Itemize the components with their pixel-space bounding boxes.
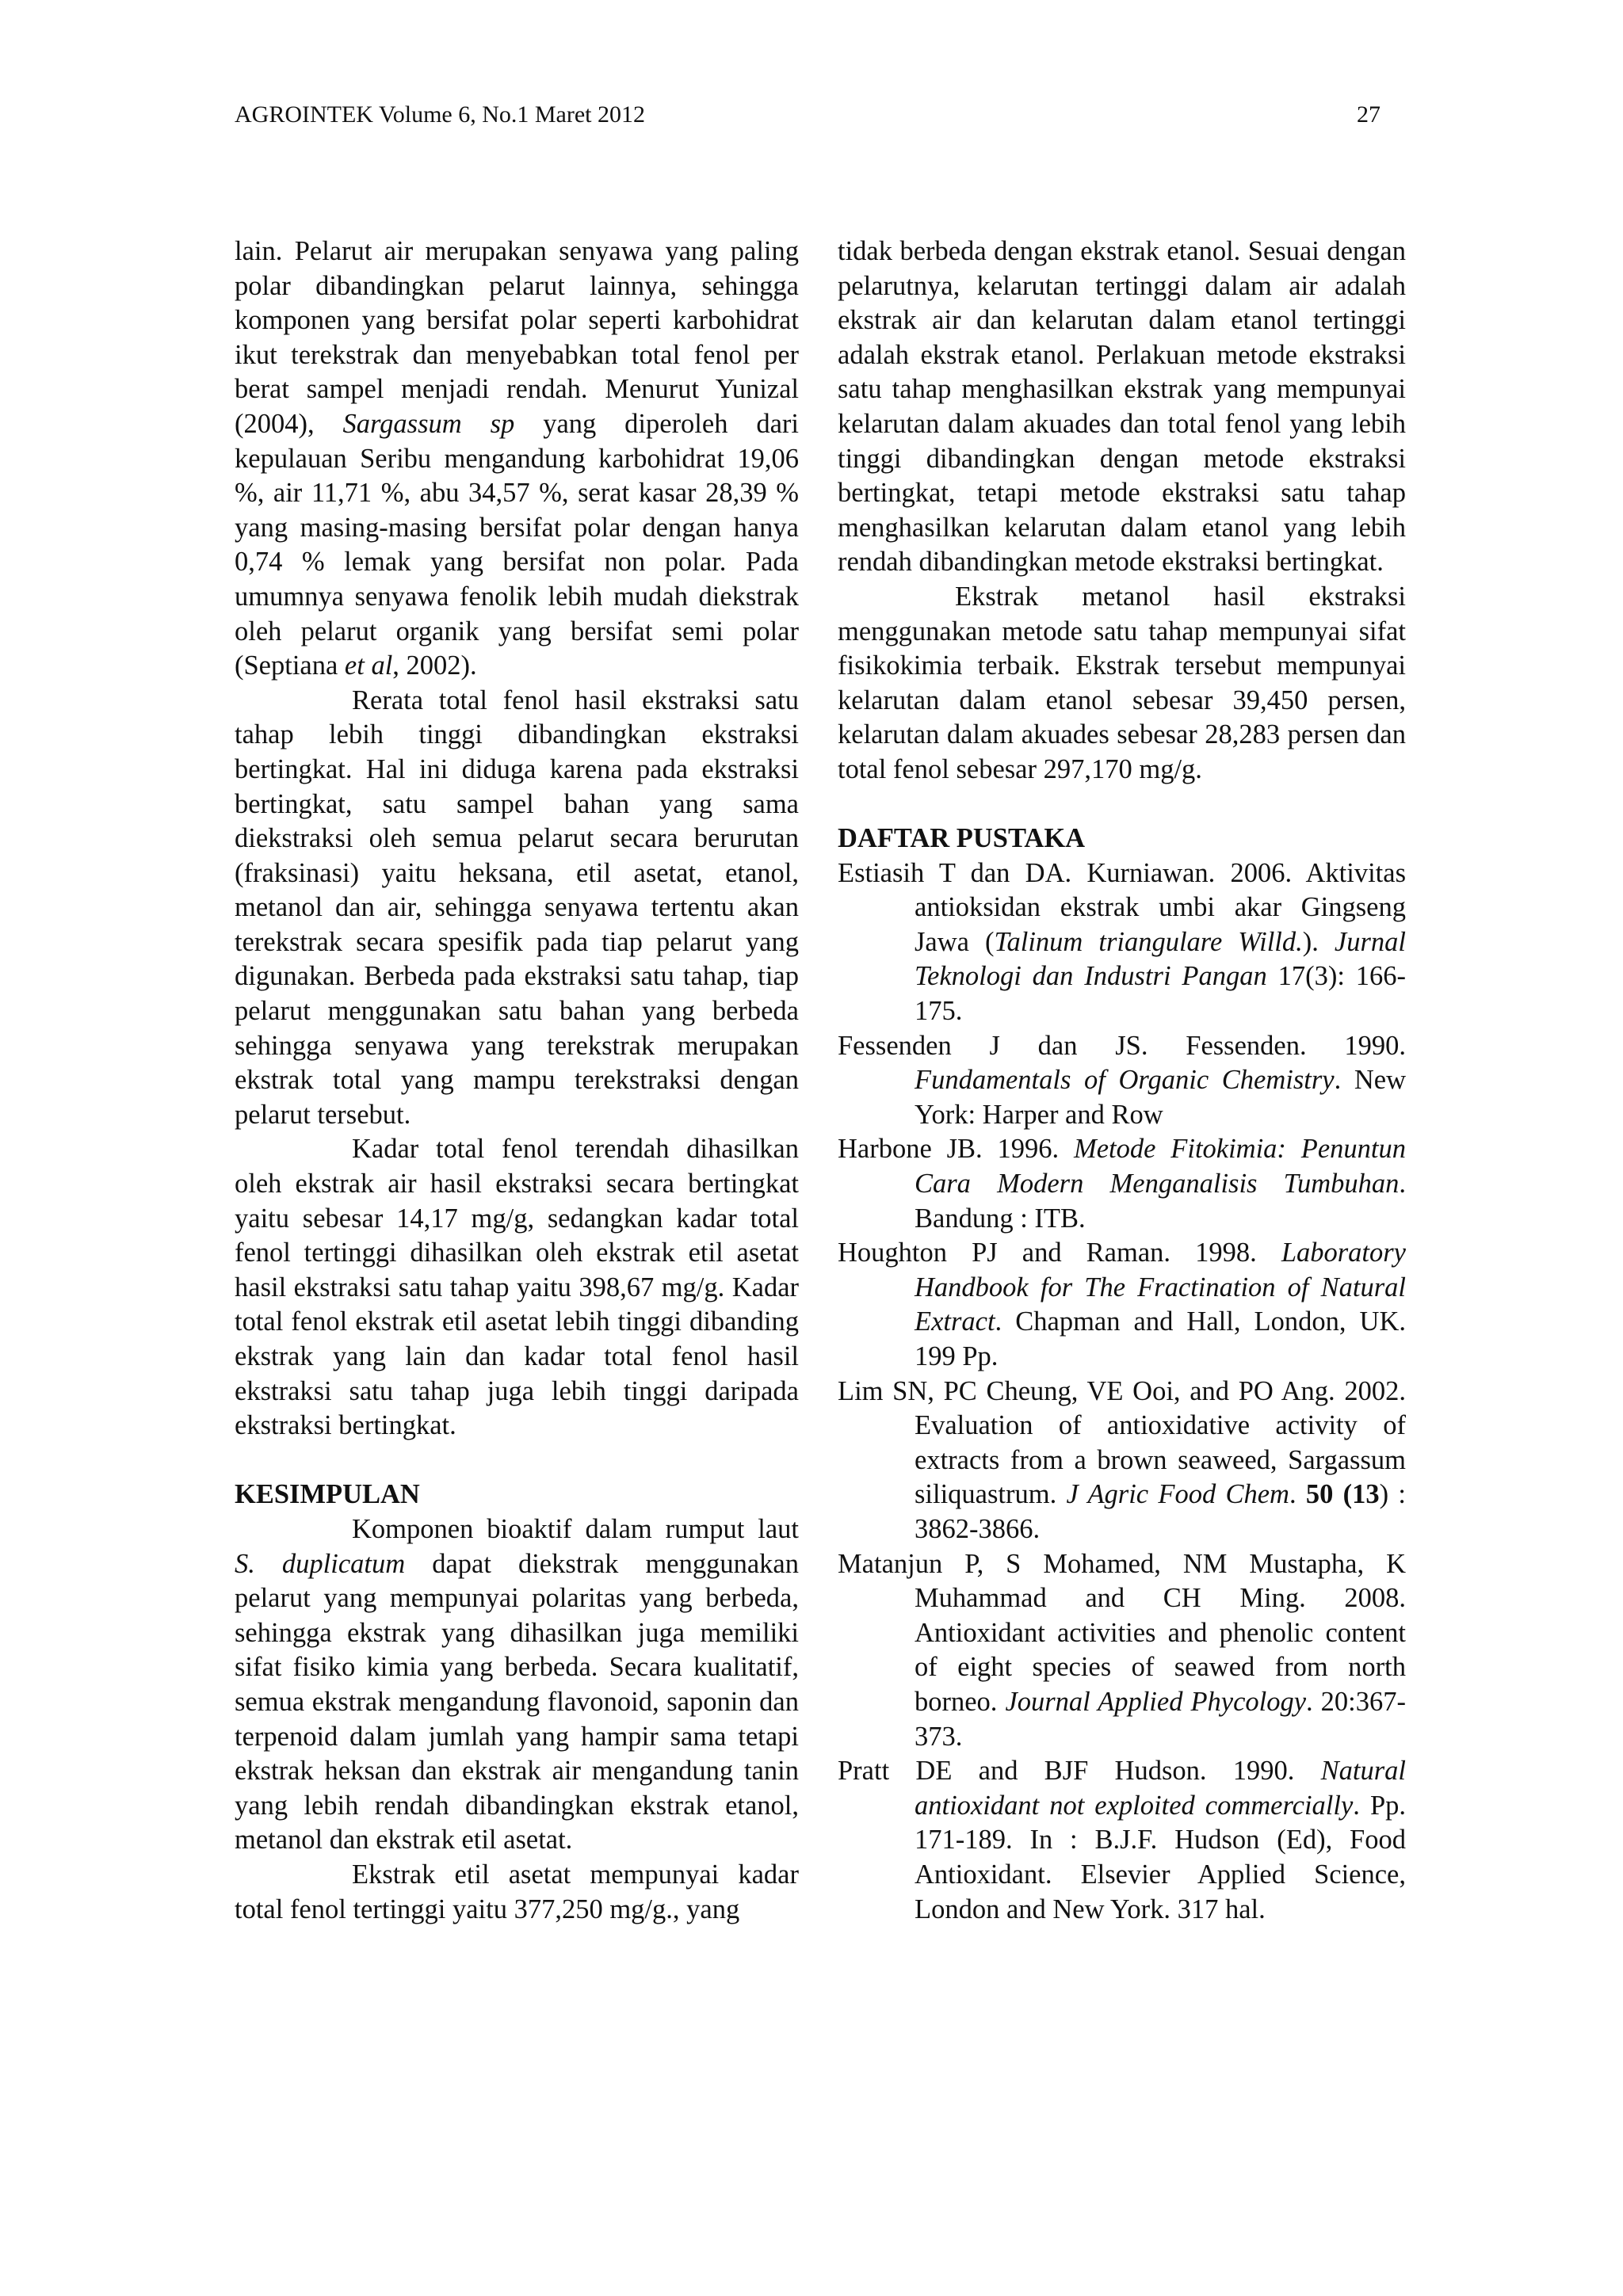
spacer (838, 788, 1406, 822)
text-run: Lim SN, PC Cheung, VE Ooi, and PO Ang. 2002. Evaluation of antioxidative activity of extracts from a brown seaweed, Sargassum siliquastrum. (838, 1375, 1406, 1510)
citation-etal: et al (344, 650, 393, 681)
journal-name: J Agric Food Chem (1066, 1479, 1289, 1510)
text-run: 17(3): 166-175. (915, 961, 1406, 1027)
text-run: Estiasih T dan DA. Kurniawan. 2006. Aktivitas antioksidan ekstrak umbi akar Gingseng Jawa ( (838, 857, 1406, 957)
paragraph-rerata: Rerata total fenol hasil ekstraksi satu tahap lebih tinggi dibandingkan ekstraksi bertingkat. Hal ini diduga karena pada ekstraksi bertingkat, satu sampel bahan yang sama diekstraksi oleh semua pelarut secara berurutan (fraksinasi) yaitu heksana, etil asetat, etanol, metanol dan air, sehingga senyawa tertentu akan terekstrak secara spesifik pada tiap pelarut yang digunakan. Berbeda pada ekstraksi satu tahap, tiap pelarut menggunakan satu bahan yang berbeda sehingga senyawa yang terekstrak merupakan ekstrak total yang mampu terekstraksi dengan pelarut tersebut. (235, 685, 799, 1130)
right-column (838, 235, 1406, 1927)
text-run: ) : 3862-3866. (915, 1479, 1406, 1544)
paragraph-yunizal (235, 235, 799, 684)
text-run: dapat diekstrak menggunakan pelarut yang mempunyai polaritas yang berbeda, sehingga ekstrak yang dihasilkan juga memiliki sifat fisiko kimia yang berbeda. Secara kualitatif, semua ekstrak mengandung flavonoid, saponin dan terpenoid dalam jumlah yang hampir sama tetapi ekstrak heksan dan ekstrak air mengandung tanin yang lebih rendah dibandingkan ekstrak etanol, metanol dan ekstrak etil asetat. (235, 1548, 799, 1855)
reference-list (838, 856, 1406, 1927)
reference-item (838, 1375, 1406, 1547)
text-run: Harbone JB. 1996. (838, 1134, 1074, 1165)
italic-run: Talinum triangulare Willd. (994, 926, 1303, 957)
book-title: Metode Fitokimia: Penuntun Cara Modern Menganalisis Tumbuhan (915, 1134, 1406, 1199)
species-name: S. duplicatum (235, 1548, 406, 1579)
spacer (235, 1444, 799, 1478)
text-run: . Pp. 171-189. In : B.J.F. Hudson (Ed), Food Antioxidant. Elsevier Applied Science, London and New York. 317 hal. (915, 1790, 1407, 1924)
text-run: . Chapman and Hall, London, UK. 199 Pp. (915, 1306, 1406, 1371)
journal-name: Journal Applied Phycology (1005, 1686, 1307, 1717)
reference-item (838, 1754, 1406, 1927)
reference-item (838, 1547, 1406, 1755)
book-title: Laboratory Handbook for The Fractination of Natural Extract (915, 1238, 1406, 1337)
text-run: , 2002). (392, 650, 477, 681)
text-run: Matanjun P, S Mohamed, NM Mustapha, K Muhammad and CH Ming. 2008. Antioxidant activities and phenolic content of eight species of seawed from north borneo. (838, 1548, 1406, 1717)
book-title: Fundamentals of Organic Chemistry (915, 1065, 1335, 1096)
journal-name: Jurnal Teknologi dan Industri Pangan (915, 926, 1406, 992)
reference-item (838, 856, 1406, 1029)
text-run: Komponen bioaktif dalam rumput laut (352, 1513, 799, 1544)
text-run: lain. Pelarut air merupakan senyawa yang paling polar dibandingkan pelarut lainnya, sehingga komponen yang bersifat polar seperti karbohidrat ikut terekstrak dan menyebabkan total fenol per berat sampel menjadi rendah. Menurut Yunizal (2004), (235, 236, 799, 439)
paragraph-kelarutan: tidak berbeda dengan ekstrak etanol. Sesuai dengan pelarutnya, kelarutan tertinggi dalam air adalah ekstrak air dan kelarutan dalam etanol tertinggi adalah ekstrak etanol. Perlakuan metode ekstraksi satu tahap menghasilkan ekstrak yang mempunyai kelarutan dalam akuades dan total fenol yang lebih tinggi dibandingkan dengan metode ekstraksi bertingkat, tetapi metode ekstraksi satu tahap menghasilkan kelarutan dalam etanol yang lebih rendah dibandingkan metode ekstraksi bertingkat. (838, 236, 1406, 578)
text-run: . (1289, 1479, 1306, 1510)
text-run: . 20:367-373. (915, 1686, 1406, 1752)
text-run: . New York: Harper and Row (915, 1065, 1406, 1130)
text-run: Pratt DE and BJF Hudson. 1990. (838, 1756, 1321, 1787)
book-title: Natural antioxidant not exploited commercially (915, 1756, 1406, 1821)
text-run: . Bandung : ITB. (915, 1169, 1406, 1234)
reference-item (838, 1132, 1406, 1236)
text-run: Fessenden J dan JS. Fessenden. 1990. (838, 1030, 1406, 1061)
left-column (235, 235, 799, 1927)
text-run: ). (1302, 926, 1335, 957)
running-header (235, 97, 1388, 133)
paragraph-kadar: Kadar total fenol terendah dihasilkan oleh ekstrak air hasil ekstraksi secara bertingkat yaitu sebesar 14,17 mg/g, sedangkan kadar total fenol tertinggi dihasilkan oleh ekstrak etil asetat hasil ekstraksi satu tahap yaitu 398,67 mg/g. Kadar total fenol ekstrak etil asetat lebih tinggi dibanding ekstrak yang lain dan kadar total fenol hasil ekstraksi satu tahap juga lebih tinggi daripada ekstraksi bertingkat. (235, 1134, 799, 1441)
reference-item (838, 1236, 1406, 1374)
section-heading-daftar-pustaka: DAFTAR PUSTAKA (838, 823, 1086, 854)
section-heading-kesimpulan: KESIMPULAN (235, 1479, 420, 1510)
reference-item (838, 1029, 1406, 1133)
paragraph-etil-asetat: Ekstrak etil asetat mempunyai kadar total fenol tertinggi yaitu 377,250 mg/g., yang (235, 1859, 799, 1924)
text-run: Houghton PJ and Raman. 1998. (838, 1238, 1281, 1268)
volume-issue: 50 (13 (1305, 1479, 1380, 1510)
page-number: 27 (1357, 101, 1381, 128)
journal-title: AGROINTEK Volume 6, No.1 Maret 2012 (235, 101, 646, 128)
paragraph-metanol: Ekstrak metanol hasil ekstraksi menggunakan metode satu tahap mempunyai sifat fisikokimia terbaik. Ekstrak tersebut mempunyai kelarutan dalam etanol sebesar 39,450 persen, kelarutan dalam akuades sebesar 28,283 persen dan total fenol sebesar 297,170 mg/g. (838, 581, 1406, 784)
text-run: yang diperoleh dari kepulauan Seribu mengandung karbohidrat 19,06 %, air 11,71 %, abu 34,57 %, serat kasar 28,39 % yang masing-masing bersifat polar dengan hanya 0,74 % lemak yang bersifat non polar. Pada umumnya senyawa fenolik lebih mudah diekstrak oleh pelarut organik yang bersifat semi polar (Septiana (235, 408, 800, 681)
paragraph-komponen (235, 1512, 799, 1858)
species-name: Sargassum sp (342, 408, 515, 439)
